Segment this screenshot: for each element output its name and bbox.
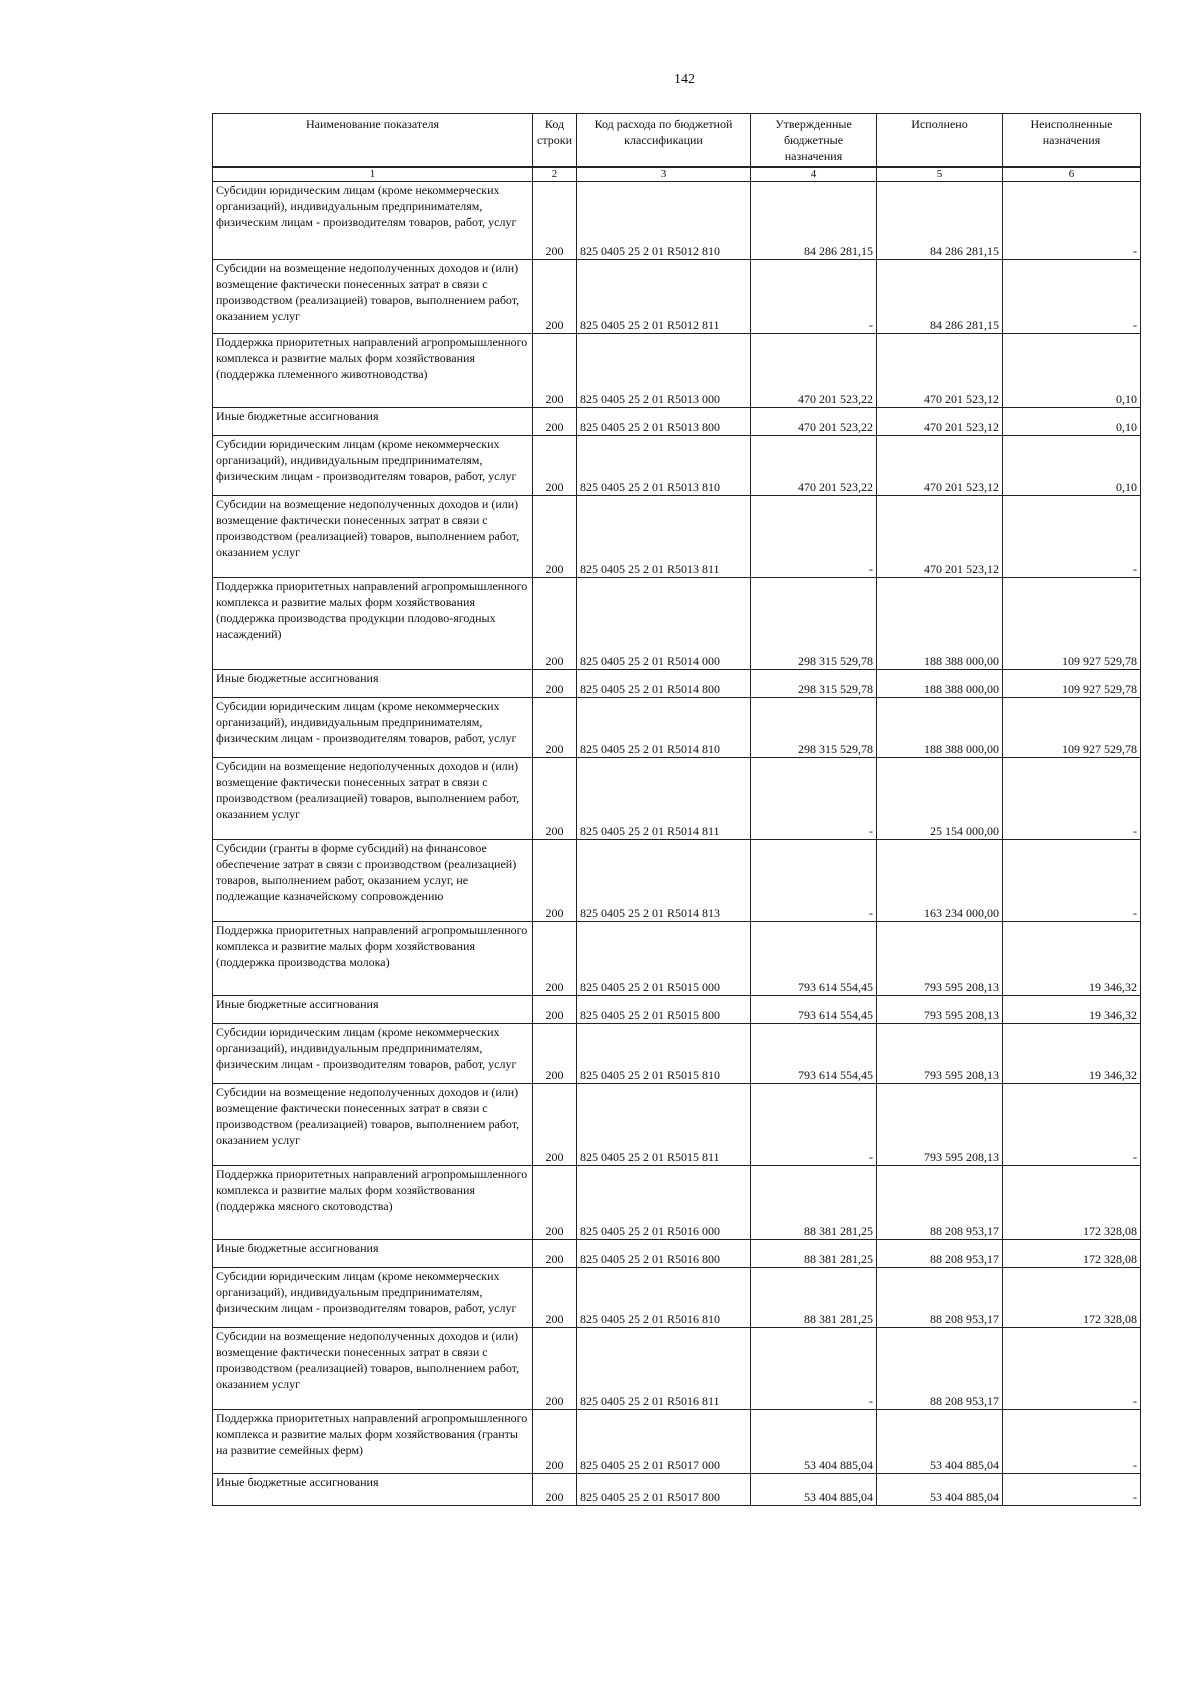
row-unexecuted: -	[1003, 496, 1141, 578]
column-number: 5	[877, 167, 1003, 182]
row-name: Иные бюджетные ассигнования	[213, 670, 533, 698]
row-unexecuted: 172 328,08	[1003, 1268, 1141, 1328]
row-name: Субсидии на возмещение недополученных доходов и (или) возмещение фактически понесенных затрат в связи с производством (реализацией) товаров, выполнением работ, оказанием услуг	[213, 758, 533, 840]
row-line-code: 200	[533, 578, 577, 670]
row-name: Субсидии юридическим лицам (кроме некоммерческих организаций), индивидуальным предпринимателям, физическим лицам - производителям товаров, работ, услуг	[213, 436, 533, 496]
table-row	[213, 1024, 1141, 1084]
row-name: Субсидии на возмещение недополученных доходов и (или) возмещение фактически понесенных затрат в связи с производством (реализацией) товаров, выполнением работ, оказанием услуг	[213, 1328, 533, 1410]
row-classification-code: 825 0405 25 2 01 R5015 810	[577, 1024, 751, 1084]
row-line-code: 200	[533, 436, 577, 496]
row-name: Субсидии юридическим лицам (кроме некоммерческих организаций), индивидуальным предпринимателям, физическим лицам - производителям товаров, работ, услуг	[213, 182, 533, 260]
row-line-code: 200	[533, 1328, 577, 1410]
header-indicator-name: Наименование показателя	[213, 114, 533, 168]
row-name: Иные бюджетные ассигнования	[213, 408, 533, 436]
row-classification-code: 825 0405 25 2 01 R5014 800	[577, 670, 751, 698]
row-approved: -	[751, 1328, 877, 1410]
row-classification-code: 825 0405 25 2 01 R5015 000	[577, 922, 751, 996]
row-unexecuted: -	[1003, 840, 1141, 922]
column-number: 4	[751, 167, 877, 182]
row-approved: -	[751, 840, 877, 922]
table-row	[213, 670, 1141, 698]
row-approved: 53 404 885,04	[751, 1410, 877, 1474]
row-unexecuted: -	[1003, 260, 1141, 334]
row-executed: 470 201 523,12	[877, 436, 1003, 496]
column-number: 3	[577, 167, 751, 182]
row-unexecuted: 19 346,32	[1003, 996, 1141, 1024]
row-executed: 793 595 208,13	[877, 996, 1003, 1024]
table-row	[213, 840, 1141, 922]
table-row	[213, 408, 1141, 436]
row-classification-code: 825 0405 25 2 01 R5013 811	[577, 496, 751, 578]
row-line-code: 200	[533, 1410, 577, 1474]
row-approved: 84 286 281,15	[751, 182, 877, 260]
row-executed: 470 201 523,12	[877, 496, 1003, 578]
table-row	[213, 260, 1141, 334]
row-executed: 25 154 000,00	[877, 758, 1003, 840]
table-row	[213, 1328, 1141, 1410]
row-name: Поддержка приоритетных направлений агропромышленного комплекса и развитие малых форм хозяйствования (гранты на развитие семейных ферм)	[213, 1410, 533, 1474]
row-line-code: 200	[533, 1166, 577, 1240]
row-name: Поддержка приоритетных направлений агропромышленного комплекса и развитие малых форм хозяйствования (поддержка производства молока)	[213, 922, 533, 996]
row-line-code: 200	[533, 334, 577, 408]
row-unexecuted: -	[1003, 1328, 1141, 1410]
row-approved: 470 201 523,22	[751, 408, 877, 436]
row-line-code: 200	[533, 698, 577, 758]
row-classification-code: 825 0405 25 2 01 R5014 810	[577, 698, 751, 758]
row-classification-code: 825 0405 25 2 01 R5013 800	[577, 408, 751, 436]
row-unexecuted: 19 346,32	[1003, 922, 1141, 996]
column-number: 1	[213, 167, 533, 182]
row-name: Иные бюджетные ассигнования	[213, 996, 533, 1024]
row-name: Субсидии юридическим лицам (кроме некоммерческих организаций), индивидуальным предпринимателям, физическим лицам - производителям товаров, работ, услуг	[213, 698, 533, 758]
table-row	[213, 922, 1141, 996]
column-number: 6	[1003, 167, 1141, 182]
table-row	[213, 1410, 1141, 1474]
row-approved: 53 404 885,04	[751, 1474, 877, 1506]
row-name: Поддержка приоритетных направлений агропромышленного комплекса и развитие малых форм хозяйствования (поддержка племенного животноводства)	[213, 334, 533, 408]
row-executed: 84 286 281,15	[877, 260, 1003, 334]
row-executed: 84 286 281,15	[877, 182, 1003, 260]
row-classification-code: 825 0405 25 2 01 R5016 800	[577, 1240, 751, 1268]
row-executed: 53 404 885,04	[877, 1410, 1003, 1474]
row-name: Субсидии юридическим лицам (кроме некоммерческих организаций), индивидуальным предпринимателям, физическим лицам - производителям товаров, работ, услуг	[213, 1268, 533, 1328]
row-classification-code: 825 0405 25 2 01 R5015 811	[577, 1084, 751, 1166]
row-approved: 793 614 554,45	[751, 996, 877, 1024]
row-unexecuted: -	[1003, 1410, 1141, 1474]
row-line-code: 200	[533, 182, 577, 260]
table-row	[213, 334, 1141, 408]
row-classification-code: 825 0405 25 2 01 R5012 811	[577, 260, 751, 334]
row-unexecuted: -	[1003, 182, 1141, 260]
row-line-code: 200	[533, 670, 577, 698]
row-approved: 793 614 554,45	[751, 922, 877, 996]
row-approved: -	[751, 1084, 877, 1166]
row-approved: 298 315 529,78	[751, 578, 877, 670]
table-row	[213, 698, 1141, 758]
row-name: Поддержка приоритетных направлений агропромышленного комплекса и развитие малых форм хозяйствования (поддержка мясного скотоводства)	[213, 1166, 533, 1240]
row-line-code: 200	[533, 922, 577, 996]
row-executed: 470 201 523,12	[877, 408, 1003, 436]
row-approved: 298 315 529,78	[751, 670, 877, 698]
row-classification-code: 825 0405 25 2 01 R5016 811	[577, 1328, 751, 1410]
row-unexecuted: 172 328,08	[1003, 1240, 1141, 1268]
row-classification-code: 825 0405 25 2 01 R5014 813	[577, 840, 751, 922]
table-row	[213, 1268, 1141, 1328]
table-row	[213, 496, 1141, 578]
row-executed: 793 595 208,13	[877, 1024, 1003, 1084]
row-unexecuted: 109 927 529,78	[1003, 578, 1141, 670]
row-line-code: 200	[533, 408, 577, 436]
row-unexecuted: 0,10	[1003, 408, 1141, 436]
row-name: Поддержка приоритетных направлений агропромышленного комплекса и развитие малых форм хозяйствования (поддержка производства продукции плодово-ягодных насаждений)	[213, 578, 533, 670]
row-approved: -	[751, 758, 877, 840]
row-unexecuted: 172 328,08	[1003, 1166, 1141, 1240]
row-line-code: 200	[533, 1024, 577, 1084]
row-executed: 163 234 000,00	[877, 840, 1003, 922]
row-classification-code: 825 0405 25 2 01 R5013 000	[577, 334, 751, 408]
row-executed: 188 388 000,00	[877, 698, 1003, 758]
row-unexecuted: -	[1003, 758, 1141, 840]
table-row	[213, 182, 1141, 260]
row-executed: 88 208 953,17	[877, 1268, 1003, 1328]
row-approved: 793 614 554,45	[751, 1024, 877, 1084]
row-line-code: 200	[533, 996, 577, 1024]
table-row	[213, 578, 1141, 670]
row-executed: 88 208 953,17	[877, 1166, 1003, 1240]
row-classification-code: 825 0405 25 2 01 R5016 000	[577, 1166, 751, 1240]
row-approved: -	[751, 260, 877, 334]
column-number: 2	[533, 167, 577, 182]
table-row	[213, 1084, 1141, 1166]
table-row	[213, 1474, 1141, 1506]
row-executed: 188 388 000,00	[877, 578, 1003, 670]
row-classification-code: 825 0405 25 2 01 R5012 810	[577, 182, 751, 260]
row-name: Субсидии юридическим лицам (кроме некоммерческих организаций), индивидуальным предпринимателям, физическим лицам - производителям товаров, работ, услуг	[213, 1024, 533, 1084]
row-executed: 88 208 953,17	[877, 1328, 1003, 1410]
header-unexecuted: Неисполненные назначения	[1003, 114, 1141, 168]
row-line-code: 200	[533, 1240, 577, 1268]
row-classification-code: 825 0405 25 2 01 R5014 000	[577, 578, 751, 670]
row-approved: 88 381 281,25	[751, 1240, 877, 1268]
row-approved: -	[751, 496, 877, 578]
row-line-code: 200	[533, 840, 577, 922]
row-unexecuted: 19 346,32	[1003, 1024, 1141, 1084]
row-name: Субсидии на возмещение недополученных доходов и (или) возмещение фактически понесенных затрат в связи с производством (реализацией) товаров, выполнением работ, оказанием услуг	[213, 1084, 533, 1166]
row-executed: 88 208 953,17	[877, 1240, 1003, 1268]
row-line-code: 200	[533, 496, 577, 578]
row-approved: 298 315 529,78	[751, 698, 877, 758]
row-executed: 53 404 885,04	[877, 1474, 1003, 1506]
budget-execution-table	[212, 113, 1141, 1506]
column-number-row	[213, 167, 1141, 182]
row-line-code: 200	[533, 1474, 577, 1506]
row-unexecuted: -	[1003, 1084, 1141, 1166]
row-unexecuted: 0,10	[1003, 334, 1141, 408]
row-executed: 793 595 208,13	[877, 1084, 1003, 1166]
page-number: 142	[674, 72, 695, 87]
header-classification-code: Код расхода по бюджетной классификации	[577, 114, 751, 168]
row-executed: 188 388 000,00	[877, 670, 1003, 698]
row-unexecuted: 109 927 529,78	[1003, 698, 1141, 758]
row-name: Субсидии (гранты в форме субсидий) на финансовое обеспечение затрат в связи с производством (реализацией) товаров, выполнением работ, оказанием услуг, не подлежащие казначейскому сопровождению	[213, 840, 533, 922]
row-classification-code: 825 0405 25 2 01 R5015 800	[577, 996, 751, 1024]
row-line-code: 200	[533, 260, 577, 334]
table-body	[213, 182, 1141, 1506]
row-executed: 470 201 523,12	[877, 334, 1003, 408]
table-header	[213, 114, 1141, 182]
table-row	[213, 1240, 1141, 1268]
row-approved: 88 381 281,25	[751, 1166, 877, 1240]
row-classification-code: 825 0405 25 2 01 R5013 810	[577, 436, 751, 496]
row-name: Иные бюджетные ассигнования	[213, 1240, 533, 1268]
header-row	[213, 114, 1141, 168]
table-row	[213, 996, 1141, 1024]
row-classification-code: 825 0405 25 2 01 R5017 800	[577, 1474, 751, 1506]
row-executed: 793 595 208,13	[877, 922, 1003, 996]
row-classification-code: 825 0405 25 2 01 R5017 000	[577, 1410, 751, 1474]
row-approved: 470 201 523,22	[751, 334, 877, 408]
row-unexecuted: 0,10	[1003, 436, 1141, 496]
row-name: Субсидии на возмещение недополученных доходов и (или) возмещение фактически понесенных затрат в связи с производством (реализацией) товаров, выполнением работ, оказанием услуг	[213, 496, 533, 578]
row-unexecuted: 109 927 529,78	[1003, 670, 1141, 698]
row-classification-code: 825 0405 25 2 01 R5014 811	[577, 758, 751, 840]
row-name: Иные бюджетные ассигнования	[213, 1474, 533, 1506]
table-row	[213, 1166, 1141, 1240]
row-name: Субсидии на возмещение недополученных доходов и (или) возмещение фактически понесенных затрат в связи с производством (реализацией) товаров, выполнением работ, оказанием услуг	[213, 260, 533, 334]
row-unexecuted: -	[1003, 1474, 1141, 1506]
row-line-code: 200	[533, 758, 577, 840]
table-row	[213, 758, 1141, 840]
header-executed: Исполнено	[877, 114, 1003, 168]
table-row	[213, 436, 1141, 496]
row-classification-code: 825 0405 25 2 01 R5016 810	[577, 1268, 751, 1328]
row-line-code: 200	[533, 1268, 577, 1328]
header-line-code: Код строки	[533, 114, 577, 168]
row-line-code: 200	[533, 1084, 577, 1166]
row-approved: 88 381 281,25	[751, 1268, 877, 1328]
row-approved: 470 201 523,22	[751, 436, 877, 496]
header-approved: Утвержденные бюджетные назначения	[751, 114, 877, 168]
